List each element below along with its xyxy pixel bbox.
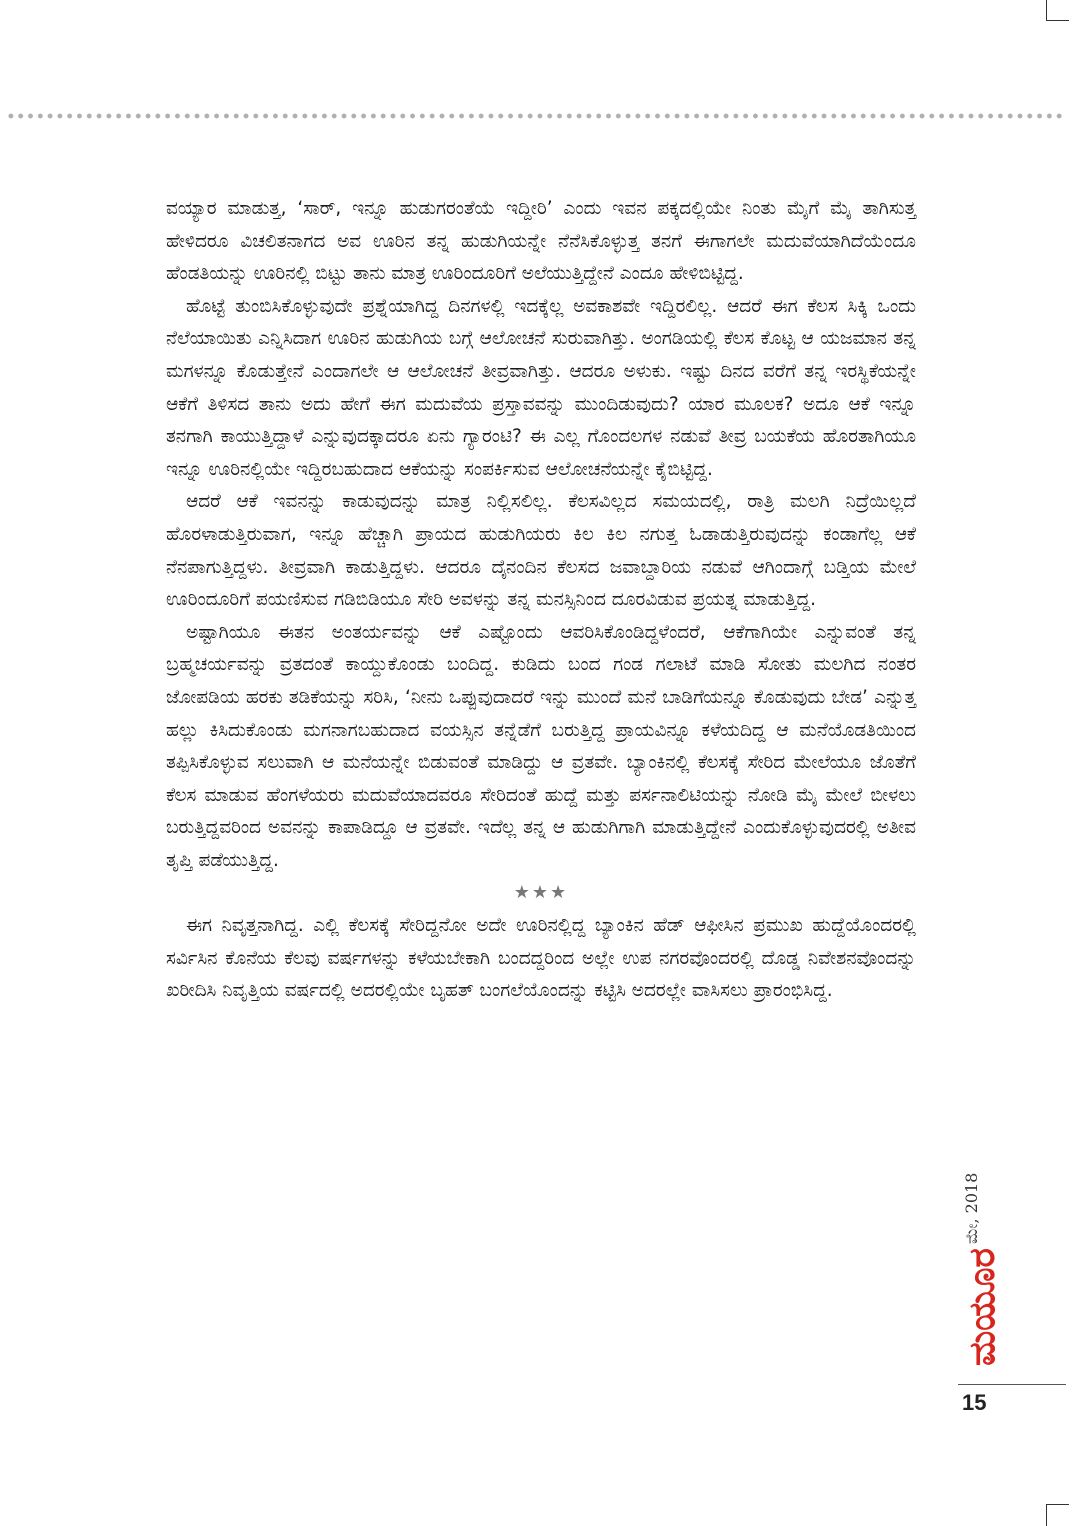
page-number: 15 <box>962 1390 987 1415</box>
dotted-header-rule <box>6 112 1066 120</box>
article-paragraph-4: ಅಷ್ಟಾಗಿಯೂ ಈತನ ಅಂತರ್ಯವನ್ನು ಆಕೆ ಎಷ್ಟೊಂದು ಆವರಿಸಿಕೊಂಡಿದ್ದಳೆಂದರೆ, ಆಕೆಗಾಗಿಯೇ ಎನ್ನುವಂತೆ ತನ್ನ ಬ್ರಹ್ಮಚರ್ಯವನ್ನು ವ್ರತದಂತೆ ಕಾಯ್ದುಕೊಂಡು ಬಂದಿದ್ದ. ಕುಡಿದು ಬಂದ ಗಂಡ ಗಲಾಟೆ ಮಾಡಿ ಸೋತು ಮಲಗಿದ ನಂತರ ಜೋಪಡಿಯ ಹರಕು ತಡಿಕೆಯನ್ನು ಸರಿಸಿ, ‘ನೀನು ಒಪ್ಪುವುದಾದರೆ ಇನ್ನು ಮುಂದೆ ಮನೆ ಬಾಡಿಗೆಯನ್ನೂ ಕೊಡುವುದು ಬೇಡ’ ಎನ್ನುತ್ತ ಹಲ್ಲು ಕಿಸಿದುಕೊಂಡು ಮಗನಾಗಬಹುದಾದ ವಯಸ್ಸಿನ ತನ್ನೆಡೆಗೆ ಬರುತ್ತಿದ್ದ ಪ್ರಾಯವಿನ್ನೂ ಕಳೆಯದಿದ್ದ ಆ ಮನೆಯೊಡತಿಯಿಂದ ತಪ್ಪಿಸಿಕೊಳ್ಳುವ ಸಲುವಾಗಿ ಆ ಮನೆಯನ್ನೇ ಬಿಡುವಂತೆ ಮಾಡಿದ್ದು ಆ ವ್ರತವೇ. ಬ್ಯಾಂಕಿನಲ್ಲಿ ಕೆಲಸಕ್ಕೆ ಸೇರಿದ ಮೇಲೆಯೂ ಜೊತೆಗೆ ಕೆಲಸ ಮಾಡುವ ಹೆಂಗಳೆಯರು ಮದುವೆಯಾದವರೂ ಸೇರಿದಂತೆ ಹುದ್ದೆ ಮತ್ತು ಪರ್ಸನಾಲಿಟಿಯನ್ನು ನೋಡಿ ಮೈ ಮೇಲೆ ಬೀಳಲು ಬರುತ್ತಿದ್ದವರಿಂದ ಅವನನ್ನು ಕಾಪಾಡಿದ್ದೂ ಆ ವ್ರತವೇ. ಇದೆಲ್ಲ ತನ್ನ ಆ ಹುಡುಗಿಗಾಗಿ ಮಾಡುತ್ತಿದ್ದೇನೆ ಎಂದುಕೊಳ್ಳುವುದರಲ್ಲಿ ಅತೀವ ತೃಪ್ತಿ ಪಡೆಯುತ್ತಿದ್ದ. <box>166 621 916 871</box>
logo-wordmark: ಮಯೂರ <box>962 1251 1003 1366</box>
magazine-masthead <box>956 1130 1006 1390</box>
article-closing-paragraph: ಈಗ ನಿವೃತ್ತನಾಗಿದ್ದ. ಎಲ್ಲಿ ಕೆಲಸಕ್ಕೆ ಸೇರಿದ್ದನೋ ಅದೇ ಊರಿನಲ್ಲಿದ್ದ ಬ್ಯಾಂಕಿನ ಹೆಡ್ ಆಫೀಸಿನ ಪ್ರಮುಖ ಹುದ್ದೆಯೊಂದರಲ್ಲಿ ಸರ್ವಿಸಿನ ಕೊನೆಯ ಕೆಲವು ವರ್ಷಗಳನ್ನು ಕಳೆಯಬೇಕಾಗಿ ಬಂದದ್ದರಿಂದ ಅಲ್ಲೇ ಉಪ ನಗರವೊಂದರಲ್ಲಿ ದೊಡ್ಡ ನಿವೇಶನವೊಂದನ್ನು ಖರೀದಿಸಿ ನಿವೃತ್ತಿಯ ವರ್ಷದಲ್ಲಿ ಅದರಲ್ಲಿಯೇ ಬೃಹತ್ ಬಂಗಲೆಯೊಂದನ್ನು ಕಟ್ಟಿಸಿ ಅದರಲ್ಲೇ ವಾಸಿಸಲು ಪ್ರಾರಂಭಿಸಿದ್ದ. <box>166 915 916 1002</box>
article-paragraph-1: ವಯ್ಯಾರ ಮಾಡುತ್ತ, ‘ಸಾರ್, ಇನ್ನೂ ಹುಡುಗರಂತೆಯೆ ಇದ್ದೀರಿ’ ಎಂದು ಇವನ ಪಕ್ಕದಲ್ಲಿಯೇ ನಿಂತು ಮೈಗೆ ಮೈ ತಾಗಿಸುತ್ತ ಹೇಳಿದರೂ ವಿಚಲಿತನಾಗದ ಅವ ಊರಿನ ತನ್ನ ಹುಡುಗಿಯನ್ನೇ ನೆನೆಸಿಕೊಳ್ಳುತ್ತ ತನಗೆ ಈಗಾಗಲೇ ಮದುವೆಯಾಗಿದೆಯೆಂದೂ ಹೆಂಡತಿಯನ್ನು ಊರಿನಲ್ಲಿ ಬಿಟ್ಟು ತಾನು ಮಾತ್ರ ಊರಿಂದೂರಿಗೆ ಅಲೆಯುತ್ತಿದ್ದೇನೆ ಎಂದೂ ಹೇಳಿಬಿಟ್ಟಿದ್ದ. <box>166 198 916 285</box>
article-body <box>166 193 916 1008</box>
issue-date: ಮೇ, 2018 <box>962 1172 981 1244</box>
magazine-logo <box>956 1248 1004 1368</box>
page-number-rule <box>958 1384 1066 1385</box>
crop-mark-top <box>1046 0 1069 21</box>
section-separator: ★★★ <box>513 882 569 904</box>
crop-mark-bottom <box>1046 1504 1069 1526</box>
article-paragraph-3: ಆದರೆ ಆಕೆ ಇವನನ್ನು ಕಾಡುವುದನ್ನು ಮಾತ್ರ ನಿಲ್ಲಿಸಲಿಲ್ಲ. ಕೆಲಸವಿಲ್ಲದ ಸಮಯದಲ್ಲಿ, ರಾತ್ರಿ ಮಲಗಿ ನಿದ್ರೆಯಿಲ್ಲದೆ ಹೊರಳಾಡುತ್ತಿರುವಾಗ, ಇನ್ನೂ ಹೆಚ್ಚಾಗಿ ಪ್ರಾಯದ ಹುಡುಗಿಯರು ಕಿಲ ಕಿಲ ನಗುತ್ತ ಓಡಾಡುತ್ತಿರುವುದನ್ನು ಕಂಡಾಗೆಲ್ಲ ಆಕೆ ನೆನಪಾಗುತ್ತಿದ್ದಳು. ತೀವ್ರವಾಗಿ ಕಾಡುತ್ತಿದ್ದಳು. ಆದರೂ ದೈನಂದಿನ ಕೆಲಸದ ಜವಾಬ್ದಾರಿಯ ನಡುವೆ ಆಗಿಂದಾಗ್ಗೆ ಬಡ್ತಿಯ ಮೇಲೆ ಊರಿಂದೂರಿಗೆ ಪಯಣಿಸುವ ಗಡಿಬಿಡಿಯೂ ಸೇರಿ ಅವಳನ್ನು ತನ್ನ ಮನಸ್ಸಿನಿಂದ ದೂರವಿಡುವ ಪ್ರಯತ್ನ ಮಾಡುತ್ತಿದ್ದ. <box>166 491 916 611</box>
article-paragraph-2: ಹೊಟ್ಟೆ ತುಂಬಿಸಿಕೊಳ್ಳುವುದೇ ಪ್ರಶ್ನೆಯಾಗಿದ್ದ ದಿನಗಳಲ್ಲಿ ಇದಕ್ಕೆಲ್ಲ ಅವಕಾಶವೇ ಇದ್ದಿರಲಿಲ್ಲ. ಆದರೆ ಈಗ ಕೆಲಸ ಸಿಕ್ಕಿ ಒಂದು ನೆಲೆಯಾಯಿತು ಎನ್ನಿಸಿದಾಗ ಊರಿನ ಹುಡುಗಿಯ ಬಗ್ಗೆ ಆಲೋಚನೆ ಸುರುವಾಗಿತ್ತು. ಅಂಗಡಿಯಲ್ಲಿ ಕೆಲಸ ಕೊಟ್ಟ ಆ ಯಜಮಾನ ತನ್ನ ಮಗಳನ್ನೂ ಕೊಡುತ್ತೇನೆ ಎಂದಾಗಲೇ ಆ ಆಲೋಚನೆ ತೀವ್ರವಾಗಿತ್ತು. ಆದರೂ ಅಳುಕು. ಇಷ್ಟು ದಿನದ ವರೆಗೆ ತನ್ನ ಇರಸ್ಥಿಕೆಯನ್ನೇ ಆಕೆಗೆ ತಿಳಿಸದ ತಾನು ಅದು ಹೇಗೆ ಈಗ ಮದುವೆಯ ಪ್ರಸ್ತಾವವನ್ನು ಮುಂದಿಡುವುದು? ಯಾರ ಮೂಲಕ? ಅದೂ ಆಕೆ ಇನ್ನೂ ತನಗಾಗಿ ಕಾಯುತ್ತಿದ್ದಾಳೆ ಎನ್ನುವುದಕ್ಕಾದರೂ ಏನು ಗ್ಯಾರಂಟಿ? ಈ ಎಲ್ಲ ಗೊಂದಲಗಳ ನಡುವೆ ತೀವ್ರ ಬಯಕೆಯ ಹೊರತಾಗಿಯೂ ಇನ್ನೂ ಊರಿನಲ್ಲಿಯೇ ಇದ್ದಿರಬಹುದಾದ ಆಕೆಯನ್ನು ಸಂಪರ್ಕಿಸುವ ಆಲೋಚನೆಯನ್ನೇ ಕೈಬಿಟ್ಟಿದ್ದ. <box>166 295 916 480</box>
